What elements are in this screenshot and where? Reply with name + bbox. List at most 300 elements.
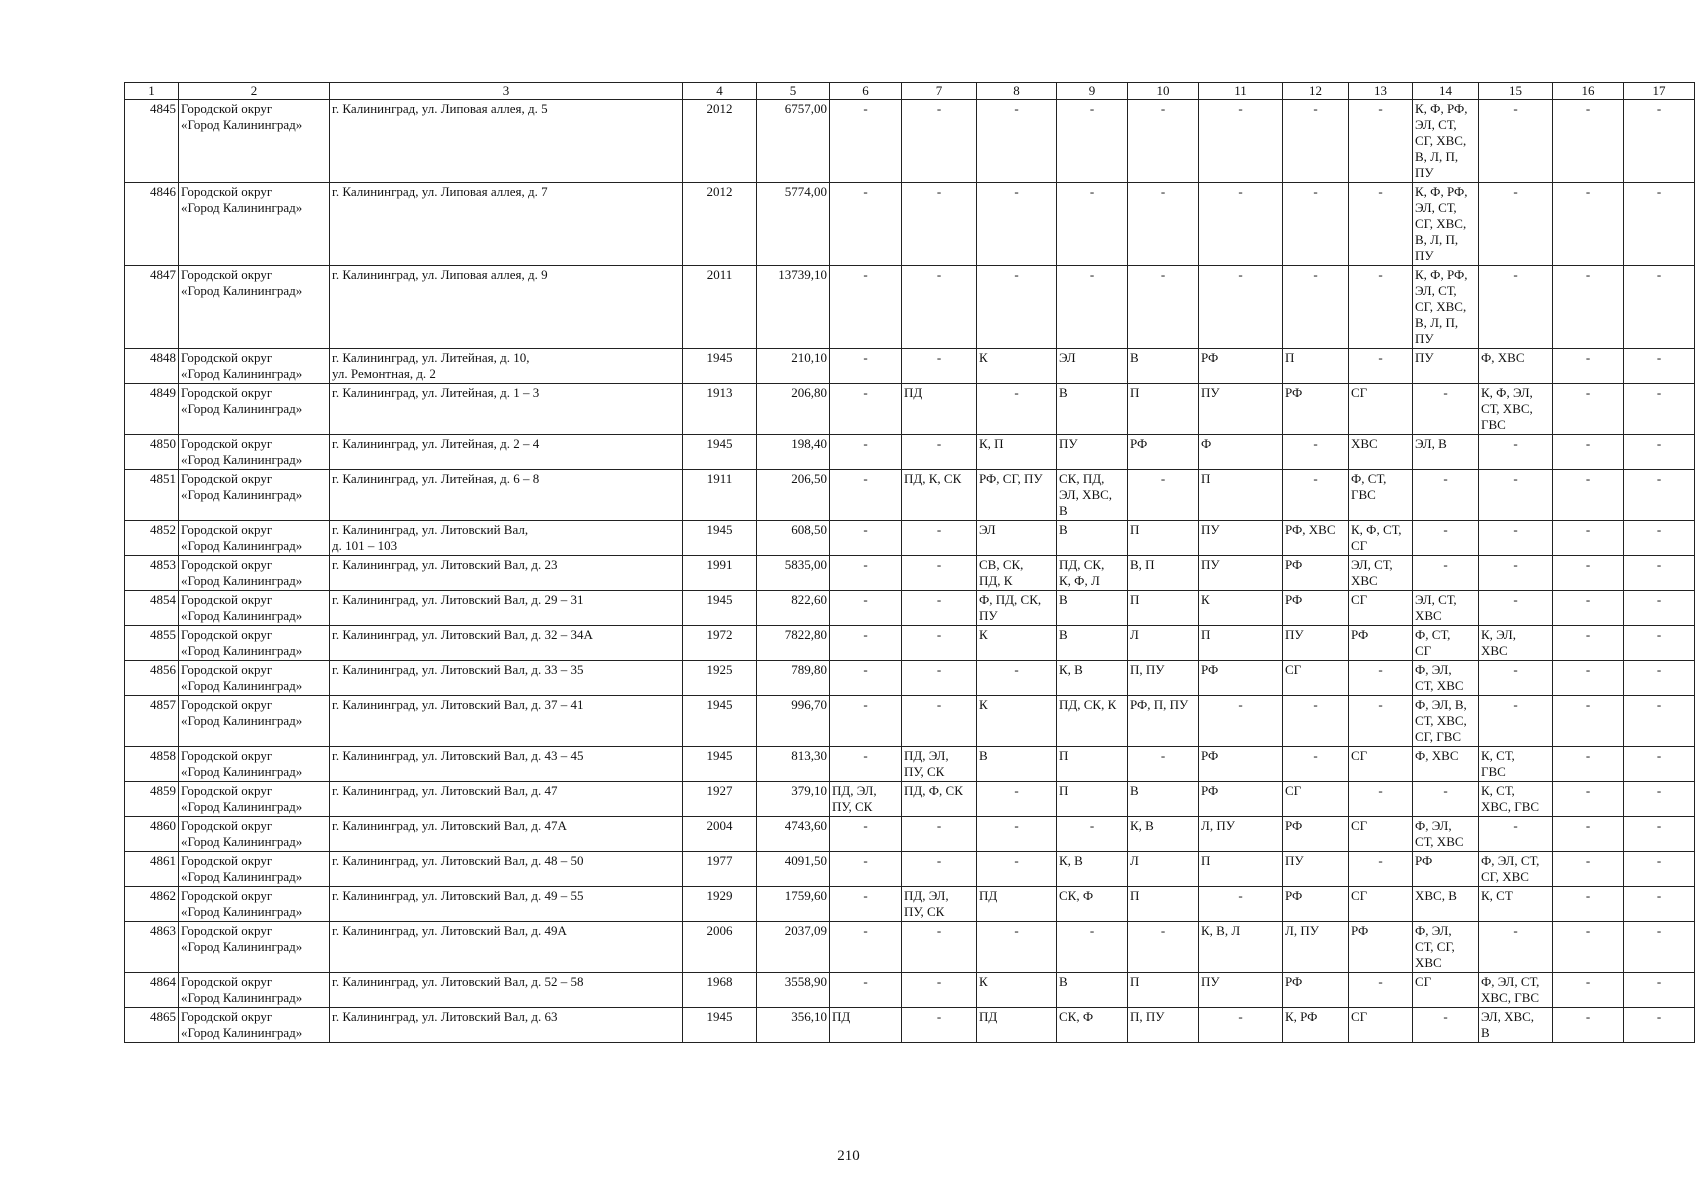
row-number-cell: 4853 bbox=[125, 556, 179, 591]
table-cell: - bbox=[977, 100, 1057, 183]
page-number: 210 bbox=[837, 1148, 860, 1164]
table-cell: В bbox=[1057, 626, 1128, 661]
table-cell: ЭЛ bbox=[977, 521, 1057, 556]
table-cell: - bbox=[902, 435, 977, 470]
column-header-13: 13 bbox=[1349, 83, 1413, 100]
table-cell: ПУ bbox=[1199, 556, 1283, 591]
table-cell: - bbox=[1624, 626, 1695, 661]
table-cell: - bbox=[1553, 852, 1624, 887]
area-cell: 996,70 bbox=[757, 696, 830, 747]
year-cell: 1913 bbox=[683, 384, 757, 435]
table-row bbox=[125, 922, 1695, 973]
municipality-cell: Городской округ «Город Калининград» bbox=[179, 973, 330, 1008]
table-cell: - bbox=[1349, 782, 1413, 817]
address-cell: г. Калининград, ул. Литовский Вал, д. 49А bbox=[330, 922, 683, 973]
table-cell: СГ bbox=[1349, 591, 1413, 626]
table-cell: Ф, ПД, СК, ПУ bbox=[977, 591, 1057, 626]
area-cell: 6757,00 bbox=[757, 100, 830, 183]
table-cell: - bbox=[1553, 591, 1624, 626]
address-cell: г. Калининград, ул. Литейная, д. 10, ул. Ремонтная, д. 2 bbox=[330, 349, 683, 384]
table-cell: - bbox=[1128, 266, 1199, 349]
table-cell: ПД bbox=[977, 887, 1057, 922]
table-cell: - bbox=[1624, 100, 1695, 183]
table-cell: СГ bbox=[1349, 817, 1413, 852]
table-cell: - bbox=[977, 817, 1057, 852]
table-cell: - bbox=[830, 626, 902, 661]
row-number-cell: 4849 bbox=[125, 384, 179, 435]
table-cell: - bbox=[1553, 435, 1624, 470]
table-cell: РФ bbox=[1283, 887, 1349, 922]
table-cell: К bbox=[977, 696, 1057, 747]
table-cell: - bbox=[902, 922, 977, 973]
table-cell: К, СТ, ГВС bbox=[1479, 747, 1553, 782]
table-cell: - bbox=[1553, 922, 1624, 973]
table-row bbox=[125, 100, 1695, 183]
table-cell: П bbox=[1128, 887, 1199, 922]
area-cell: 608,50 bbox=[757, 521, 830, 556]
table-cell: - bbox=[830, 266, 902, 349]
table-cell: ЭЛ, СТ, ХВС bbox=[1349, 556, 1413, 591]
address-cell: г. Калининград, ул. Липовая аллея, д. 9 bbox=[330, 266, 683, 349]
table-cell: - bbox=[1413, 384, 1479, 435]
municipality-cell: Городской округ «Город Калининград» bbox=[179, 435, 330, 470]
table-cell: ХВС, В bbox=[1413, 887, 1479, 922]
table-cell: - bbox=[1624, 1008, 1695, 1043]
table-cell: - bbox=[1553, 100, 1624, 183]
table-cell: ПУ bbox=[1199, 521, 1283, 556]
table-cell: - bbox=[1057, 922, 1128, 973]
year-cell: 2004 bbox=[683, 817, 757, 852]
address-cell: г. Калининград, ул. Литовский Вал, д. 52 – 58 bbox=[330, 973, 683, 1008]
table-row bbox=[125, 556, 1695, 591]
table-cell: Ф, ЭЛ, СТ, ХВС bbox=[1413, 817, 1479, 852]
table-cell: К, Ф, РФ, ЭЛ, СТ, СГ, ХВС, В, Л, П, ПУ bbox=[1413, 266, 1479, 349]
table-cell: - bbox=[830, 183, 902, 266]
municipality-cell: Городской округ «Город Калининград» bbox=[179, 661, 330, 696]
table-cell: П bbox=[1128, 973, 1199, 1008]
area-cell: 3558,90 bbox=[757, 973, 830, 1008]
year-cell: 1925 bbox=[683, 661, 757, 696]
table-cell: - bbox=[977, 183, 1057, 266]
table-cell: - bbox=[1479, 817, 1553, 852]
table-cell: ПУ bbox=[1283, 852, 1349, 887]
table-cell: К, В, Л bbox=[1199, 922, 1283, 973]
table-cell: - bbox=[1624, 349, 1695, 384]
table-cell: СГ bbox=[1283, 782, 1349, 817]
year-cell: 1929 bbox=[683, 887, 757, 922]
table-cell: - bbox=[1624, 852, 1695, 887]
table-header bbox=[125, 83, 1695, 100]
row-number-cell: 4845 bbox=[125, 100, 179, 183]
table-cell: Ф, ЭЛ, СТ, ХВС bbox=[1413, 661, 1479, 696]
area-cell: 198,40 bbox=[757, 435, 830, 470]
address-cell: г. Калининград, ул. Литовский Вал, д. 29 – 31 bbox=[330, 591, 683, 626]
municipality-cell: Городской округ «Город Калининград» bbox=[179, 266, 330, 349]
area-cell: 5774,00 bbox=[757, 183, 830, 266]
table-cell: - bbox=[977, 852, 1057, 887]
table-cell: - bbox=[1349, 183, 1413, 266]
table-cell: - bbox=[1128, 922, 1199, 973]
table-cell: СК, Ф bbox=[1057, 1008, 1128, 1043]
year-cell: 1968 bbox=[683, 973, 757, 1008]
table-cell: - bbox=[830, 435, 902, 470]
row-number-cell: 4856 bbox=[125, 661, 179, 696]
column-header-2: 2 bbox=[179, 83, 330, 100]
table-cell: - bbox=[830, 384, 902, 435]
table-row bbox=[125, 973, 1695, 1008]
area-cell: 5835,00 bbox=[757, 556, 830, 591]
table-cell: ПУ bbox=[1057, 435, 1128, 470]
table-cell: П, ПУ bbox=[1128, 1008, 1199, 1043]
table-cell: - bbox=[1624, 887, 1695, 922]
table-cell: Ф, СТ, ГВС bbox=[1349, 470, 1413, 521]
area-cell: 356,10 bbox=[757, 1008, 830, 1043]
table-cell: - bbox=[977, 266, 1057, 349]
address-cell: г. Калининград, ул. Литовский Вал, д. 48 – 50 bbox=[330, 852, 683, 887]
row-number-cell: 4855 bbox=[125, 626, 179, 661]
table-cell: - bbox=[1624, 817, 1695, 852]
row-number-cell: 4861 bbox=[125, 852, 179, 887]
table-row bbox=[125, 887, 1695, 922]
address-cell: г. Калининград, ул. Литовский Вал, д. 63 bbox=[330, 1008, 683, 1043]
table-cell: РФ bbox=[1349, 922, 1413, 973]
table-cell: Ф, ХВС bbox=[1413, 747, 1479, 782]
area-cell: 4091,50 bbox=[757, 852, 830, 887]
table-cell: - bbox=[1199, 696, 1283, 747]
table-cell: К, СТ, ХВС, ГВС bbox=[1479, 782, 1553, 817]
municipality-cell: Городской округ «Город Калининград» bbox=[179, 817, 330, 852]
year-cell: 2012 bbox=[683, 183, 757, 266]
table-cell: - bbox=[1128, 470, 1199, 521]
table-cell: - bbox=[1199, 266, 1283, 349]
table-cell: - bbox=[1479, 591, 1553, 626]
table-cell: - bbox=[1624, 591, 1695, 626]
table-cell: РФ bbox=[1199, 349, 1283, 384]
table-cell: - bbox=[1624, 556, 1695, 591]
table-cell: - bbox=[830, 747, 902, 782]
municipality-cell: Городской округ «Город Калининград» bbox=[179, 696, 330, 747]
table-cell: - bbox=[1624, 521, 1695, 556]
table-row bbox=[125, 747, 1695, 782]
municipality-cell: Городской округ «Город Калининград» bbox=[179, 887, 330, 922]
table-cell: П bbox=[1199, 626, 1283, 661]
row-number-cell: 4857 bbox=[125, 696, 179, 747]
address-cell: г. Калининград, ул. Литовский Вал, д. 47А bbox=[330, 817, 683, 852]
year-cell: 2012 bbox=[683, 100, 757, 183]
table-row bbox=[125, 266, 1695, 349]
row-number-cell: 4846 bbox=[125, 183, 179, 266]
municipality-cell: Городской округ «Город Калининград» bbox=[179, 852, 330, 887]
table-cell: - bbox=[1624, 470, 1695, 521]
table-cell: - bbox=[1553, 782, 1624, 817]
table-cell: - bbox=[1553, 556, 1624, 591]
table-cell: ПД bbox=[977, 1008, 1057, 1043]
table-cell: РФ bbox=[1283, 817, 1349, 852]
area-cell: 13739,10 bbox=[757, 266, 830, 349]
table-cell: П bbox=[1057, 747, 1128, 782]
table-cell: СГ bbox=[1349, 747, 1413, 782]
year-cell: 2006 bbox=[683, 922, 757, 973]
year-cell: 1945 bbox=[683, 435, 757, 470]
address-cell: г. Калининград, ул. Литейная, д. 2 – 4 bbox=[330, 435, 683, 470]
table-cell: - bbox=[830, 817, 902, 852]
table-row bbox=[125, 782, 1695, 817]
address-cell: г. Калининград, ул. Липовая аллея, д. 7 bbox=[330, 183, 683, 266]
table-cell: - bbox=[1624, 922, 1695, 973]
table-cell: ЭЛ bbox=[1057, 349, 1128, 384]
column-header-6: 6 bbox=[830, 83, 902, 100]
table-cell: СВ, СК, ПД, К bbox=[977, 556, 1057, 591]
table-cell: РФ bbox=[1283, 973, 1349, 1008]
table-cell: - bbox=[1479, 556, 1553, 591]
table-cell: - bbox=[1349, 973, 1413, 1008]
table-cell: - bbox=[1553, 747, 1624, 782]
table-cell: - bbox=[1283, 435, 1349, 470]
table-cell: РФ bbox=[1128, 435, 1199, 470]
table-cell: - bbox=[1624, 973, 1695, 1008]
table-cell: В bbox=[1057, 384, 1128, 435]
table-cell: В bbox=[1128, 782, 1199, 817]
address-cell: г. Калининград, ул. Литовский Вал, д. 43 – 45 bbox=[330, 747, 683, 782]
address-cell: г. Калининград, ул. Литовский Вал, д. 47 bbox=[330, 782, 683, 817]
table-cell: К, Ф, СТ, СГ bbox=[1349, 521, 1413, 556]
table-cell: - bbox=[1349, 100, 1413, 183]
table-cell: - bbox=[1553, 384, 1624, 435]
row-number-cell: 4847 bbox=[125, 266, 179, 349]
table-cell: ПУ bbox=[1283, 626, 1349, 661]
area-cell: 813,30 bbox=[757, 747, 830, 782]
column-header-10: 10 bbox=[1128, 83, 1199, 100]
municipality-cell: Городской округ «Город Калининград» bbox=[179, 521, 330, 556]
table-cell: СК, Ф bbox=[1057, 887, 1128, 922]
table-cell: Л bbox=[1128, 852, 1199, 887]
table-cell: - bbox=[830, 973, 902, 1008]
table-cell: РФ bbox=[1413, 852, 1479, 887]
column-header-11: 11 bbox=[1199, 83, 1283, 100]
table-cell: П, ПУ bbox=[1128, 661, 1199, 696]
address-cell: г. Калининград, ул. Литейная, д. 1 – 3 bbox=[330, 384, 683, 435]
table-cell: Л bbox=[1128, 626, 1199, 661]
area-cell: 210,10 bbox=[757, 349, 830, 384]
year-cell: 1911 bbox=[683, 470, 757, 521]
table-cell: - bbox=[1349, 661, 1413, 696]
table-cell: ПУ bbox=[1199, 384, 1283, 435]
table-cell: ПД bbox=[830, 1008, 902, 1043]
table-cell: - bbox=[1624, 435, 1695, 470]
table-cell: - bbox=[1349, 696, 1413, 747]
row-number-cell: 4865 bbox=[125, 1008, 179, 1043]
table-cell: ПД, Ф, СК bbox=[902, 782, 977, 817]
table-cell: - bbox=[1413, 556, 1479, 591]
table-cell: - bbox=[1199, 887, 1283, 922]
area-cell: 2037,09 bbox=[757, 922, 830, 973]
table-cell: - bbox=[1283, 470, 1349, 521]
table-cell: - bbox=[830, 470, 902, 521]
table-cell: - bbox=[902, 521, 977, 556]
table-cell: - bbox=[1624, 696, 1695, 747]
table-cell: РФ, ХВС bbox=[1283, 521, 1349, 556]
row-number-cell: 4862 bbox=[125, 887, 179, 922]
table-cell: ПД, СК, К, Ф, Л bbox=[1057, 556, 1128, 591]
table-cell: СГ bbox=[1349, 1008, 1413, 1043]
table-cell: Ф, ЭЛ, СТ, СГ, ХВС bbox=[1479, 852, 1553, 887]
column-header-12: 12 bbox=[1283, 83, 1349, 100]
table-cell: - bbox=[1413, 1008, 1479, 1043]
table-cell: СГ bbox=[1283, 661, 1349, 696]
table-cell: - bbox=[1624, 782, 1695, 817]
table-cell: - bbox=[902, 626, 977, 661]
table-cell: - bbox=[1553, 887, 1624, 922]
table-cell: - bbox=[1413, 470, 1479, 521]
table-cell: П bbox=[1199, 470, 1283, 521]
address-cell: г. Калининград, ул. Литовский Вал, д. 32 – 34А bbox=[330, 626, 683, 661]
table-cell: ПД, СК, К bbox=[1057, 696, 1128, 747]
table-cell: В bbox=[1057, 973, 1128, 1008]
table-cell: П bbox=[1128, 521, 1199, 556]
table-cell: - bbox=[1553, 973, 1624, 1008]
table-cell: - bbox=[1624, 384, 1695, 435]
municipality-cell: Городской округ «Город Калининград» bbox=[179, 556, 330, 591]
table-cell: К, РФ bbox=[1283, 1008, 1349, 1043]
table-row bbox=[125, 183, 1695, 266]
table-cell: ПД, К, СК bbox=[902, 470, 977, 521]
municipality-cell: Городской округ «Город Калининград» bbox=[179, 384, 330, 435]
column-header-1: 1 bbox=[125, 83, 179, 100]
table-cell: В bbox=[977, 747, 1057, 782]
table-cell: Ф, ЭЛ, В, СТ, ХВС, СГ, ГВС bbox=[1413, 696, 1479, 747]
table-cell: - bbox=[1553, 626, 1624, 661]
table-row bbox=[125, 696, 1695, 747]
address-cell: г. Калининград, ул. Литовский Вал, д. 37 – 41 bbox=[330, 696, 683, 747]
table-cell: - bbox=[1553, 470, 1624, 521]
table-cell: Ф, ЭЛ, СТ, СГ, ХВС bbox=[1413, 922, 1479, 973]
table-cell: ПД, ЭЛ, ПУ, СК bbox=[902, 887, 977, 922]
table-cell: ПД bbox=[902, 384, 977, 435]
document-table bbox=[124, 82, 1695, 1043]
table-cell: - bbox=[1553, 349, 1624, 384]
table-cell: - bbox=[902, 266, 977, 349]
table-row bbox=[125, 384, 1695, 435]
table-cell: П bbox=[1128, 384, 1199, 435]
table-cell: - bbox=[1479, 435, 1553, 470]
table-cell: - bbox=[1553, 183, 1624, 266]
table-cell: К, В bbox=[1057, 852, 1128, 887]
table-cell: Ф, СТ, СГ bbox=[1413, 626, 1479, 661]
table-cell: - bbox=[977, 384, 1057, 435]
table-cell: - bbox=[1057, 266, 1128, 349]
table-cell: ПУ bbox=[1413, 349, 1479, 384]
table-cell: - bbox=[1553, 266, 1624, 349]
municipality-cell: Городской округ «Город Калининград» bbox=[179, 1008, 330, 1043]
table-row bbox=[125, 470, 1695, 521]
column-header-14: 14 bbox=[1413, 83, 1479, 100]
row-number-cell: 4850 bbox=[125, 435, 179, 470]
table-cell: - bbox=[1479, 696, 1553, 747]
table-cell: К bbox=[977, 349, 1057, 384]
column-header-16: 16 bbox=[1553, 83, 1624, 100]
table-cell: СГ bbox=[1349, 887, 1413, 922]
table-row bbox=[125, 435, 1695, 470]
table-cell: - bbox=[902, 591, 977, 626]
table-cell: - bbox=[830, 887, 902, 922]
table-cell: К, СТ bbox=[1479, 887, 1553, 922]
address-cell: г. Калининград, ул. Литовский Вал, д. 49 – 55 bbox=[330, 887, 683, 922]
column-header-4: 4 bbox=[683, 83, 757, 100]
row-number-cell: 4848 bbox=[125, 349, 179, 384]
row-number-cell: 4858 bbox=[125, 747, 179, 782]
table-cell: К, ЭЛ, ХВС bbox=[1479, 626, 1553, 661]
area-cell: 206,80 bbox=[757, 384, 830, 435]
municipality-cell: Городской округ «Город Калининград» bbox=[179, 922, 330, 973]
year-cell: 1945 bbox=[683, 696, 757, 747]
area-cell: 822,60 bbox=[757, 591, 830, 626]
table-cell: К bbox=[977, 973, 1057, 1008]
municipality-cell: Городской округ «Город Калининград» bbox=[179, 626, 330, 661]
table-row bbox=[125, 626, 1695, 661]
table-cell: В, П bbox=[1128, 556, 1199, 591]
table-cell: ЭЛ, В bbox=[1413, 435, 1479, 470]
table-cell: П bbox=[1057, 782, 1128, 817]
table-cell: Ф, ЭЛ, СТ, ХВС, ГВС bbox=[1479, 973, 1553, 1008]
table-cell: - bbox=[1479, 922, 1553, 973]
table-cell: - bbox=[830, 852, 902, 887]
area-cell: 379,10 bbox=[757, 782, 830, 817]
table-cell: П bbox=[1128, 591, 1199, 626]
table-cell: К bbox=[977, 626, 1057, 661]
table-cell: В bbox=[1057, 591, 1128, 626]
table-cell: - bbox=[977, 922, 1057, 973]
column-header-8: 8 bbox=[977, 83, 1057, 100]
table-cell: РФ bbox=[1199, 747, 1283, 782]
table-cell: К, Ф, ЭЛ, СТ, ХВС, ГВС bbox=[1479, 384, 1553, 435]
table-cell: РФ, СГ, ПУ bbox=[977, 470, 1057, 521]
table-cell: - bbox=[977, 782, 1057, 817]
table-cell: К, П bbox=[977, 435, 1057, 470]
table-cell: - bbox=[830, 661, 902, 696]
address-cell: г. Калининград, ул. Липовая аллея, д. 5 bbox=[330, 100, 683, 183]
municipality-cell: Городской округ «Город Калининград» bbox=[179, 747, 330, 782]
year-cell: 1945 bbox=[683, 349, 757, 384]
table-cell: К, В bbox=[1057, 661, 1128, 696]
column-header-3: 3 bbox=[330, 83, 683, 100]
table-cell: - bbox=[1283, 747, 1349, 782]
municipality-cell: Городской округ «Город Калининград» bbox=[179, 100, 330, 183]
municipality-cell: Городской округ «Город Калининград» bbox=[179, 591, 330, 626]
table-cell: - bbox=[1283, 696, 1349, 747]
header-row bbox=[125, 83, 1695, 100]
year-cell: 1927 bbox=[683, 782, 757, 817]
table-cell: ПД, ЭЛ, ПУ, СК bbox=[902, 747, 977, 782]
table-cell: - bbox=[1413, 521, 1479, 556]
address-cell: г. Калининград, ул. Литовский Вал, д. 33 – 35 bbox=[330, 661, 683, 696]
table-cell: К, Ф, РФ, ЭЛ, СТ, СГ, ХВС, В, Л, П, ПУ bbox=[1413, 100, 1479, 183]
table-cell: - bbox=[1199, 183, 1283, 266]
row-number-cell: 4860 bbox=[125, 817, 179, 852]
table-cell: Ф, ХВС bbox=[1479, 349, 1553, 384]
municipality-cell: Городской округ «Город Калининград» bbox=[179, 782, 330, 817]
table-cell: - bbox=[1349, 266, 1413, 349]
table-cell: ПД, ЭЛ, ПУ, СК bbox=[830, 782, 902, 817]
address-cell: г. Калининград, ул. Литейная, д. 6 – 8 bbox=[330, 470, 683, 521]
table-cell: - bbox=[830, 521, 902, 556]
municipality-cell: Городской округ «Город Калининград» bbox=[179, 183, 330, 266]
year-cell: 1972 bbox=[683, 626, 757, 661]
table-cell: РФ, П, ПУ bbox=[1128, 696, 1199, 747]
table-cell: В bbox=[1128, 349, 1199, 384]
municipality-cell: Городской округ «Город Калининград» bbox=[179, 349, 330, 384]
table-row bbox=[125, 817, 1695, 852]
table-cell: - bbox=[830, 696, 902, 747]
